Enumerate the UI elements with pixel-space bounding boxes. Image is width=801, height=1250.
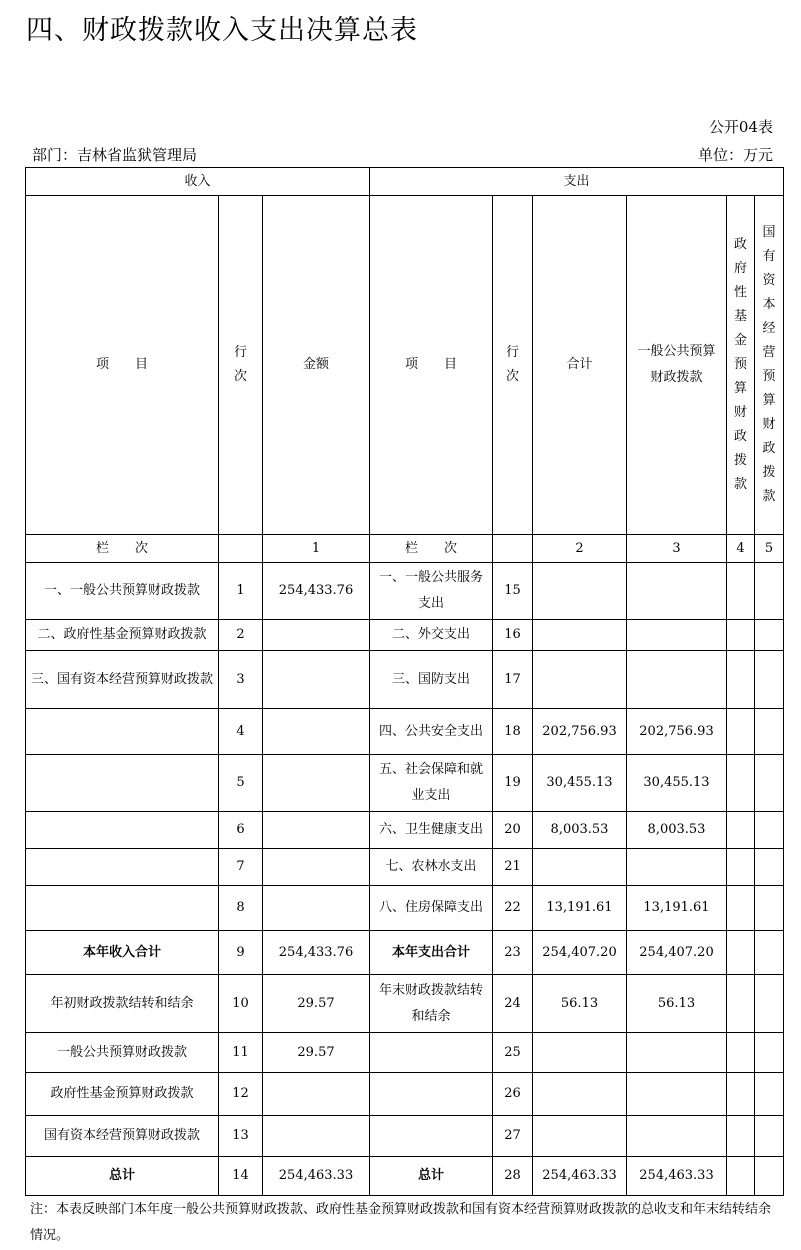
income-item-cell: 本年收入合计	[26, 931, 219, 975]
expense-gov-fund-cell	[727, 755, 755, 812]
expense-item-cell: 三、国防支出	[370, 651, 493, 709]
income-group-header: 收入	[26, 168, 370, 196]
expense-gov-fund-cell	[727, 975, 755, 1033]
expense-general-cell	[627, 1116, 727, 1157]
expense-general-cell	[627, 651, 727, 709]
table-row	[26, 651, 784, 709]
income-line-cell: 2	[219, 620, 263, 651]
expense-total-cell	[533, 620, 627, 651]
income-amount-cell	[263, 849, 370, 886]
table-row	[26, 849, 784, 886]
expense-item-cell	[370, 1116, 493, 1157]
expense-state-capital-cell	[755, 812, 784, 849]
income-item-cell	[26, 709, 219, 755]
expense-state-capital-cell	[755, 563, 784, 620]
expense-total-cell: 202,756.93	[533, 709, 627, 755]
expense-line-cell: 18	[493, 709, 533, 755]
expense-line-cell: 20	[493, 812, 533, 849]
income-line-cell: 10	[219, 975, 263, 1033]
expense-state-capital-cell	[755, 1073, 784, 1116]
expense-line-cell: 23	[493, 931, 533, 975]
table-row	[26, 1033, 784, 1073]
income-item-cell: 一、一般公共预算财政拨款	[26, 563, 219, 620]
expense-line-cell: 17	[493, 651, 533, 709]
expense-general-cell: 30,455.13	[627, 755, 727, 812]
expense-general-cell: 254,463.33	[627, 1157, 727, 1196]
expense-line-cell: 25	[493, 1033, 533, 1073]
expense-general-cell	[627, 620, 727, 651]
expense-item-cell	[370, 1073, 493, 1116]
expense-state-capital-cell	[755, 1116, 784, 1157]
expense-item-cell: 五、社会保障和就业支出	[370, 755, 493, 812]
table-row	[26, 1157, 784, 1196]
expense-line-cell: 22	[493, 886, 533, 931]
expense-general-cell: 254,407.20	[627, 931, 727, 975]
expense-general-cell	[627, 563, 727, 620]
expense-state-capital-cell	[755, 886, 784, 931]
lanci-idx: 1	[263, 535, 370, 563]
budget-table	[25, 167, 784, 1196]
expense-group-header: 支出	[370, 168, 784, 196]
income-line-cell: 7	[219, 849, 263, 886]
expense-item-cell: 二、外交支出	[370, 620, 493, 651]
expense-item-cell: 八、住房保障支出	[370, 886, 493, 931]
expense-item-cell: 六、卫生健康支出	[370, 812, 493, 849]
expense-item-cell: 年末财政拨款结转和结余	[370, 975, 493, 1033]
expense-general-cell: 202,756.93	[627, 709, 727, 755]
expense-total-cell	[533, 1033, 627, 1073]
expense-total-cell	[533, 651, 627, 709]
lanci-idx: 2	[533, 535, 627, 563]
table-row	[26, 1073, 784, 1116]
page-title: 四、财政拨款收入支出决算总表	[26, 15, 418, 46]
expense-general-cell	[627, 849, 727, 886]
col-expense-state-capital: 国有资本经营预算财政拨款	[755, 196, 784, 535]
income-item-cell	[26, 886, 219, 931]
income-item-cell: 国有资本经营预算财政拨款	[26, 1116, 219, 1157]
expense-gov-fund-cell	[727, 709, 755, 755]
expense-state-capital-cell	[755, 1157, 784, 1196]
expense-state-capital-cell	[755, 651, 784, 709]
col-expense-general: 一般公共预算财政拨款	[627, 196, 727, 535]
expense-gov-fund-cell	[727, 849, 755, 886]
expense-gov-fund-cell	[727, 651, 755, 709]
lanci-blank	[493, 535, 533, 563]
income-amount-cell: 254,433.76	[263, 931, 370, 975]
income-line-cell: 14	[219, 1157, 263, 1196]
expense-line-cell: 21	[493, 849, 533, 886]
income-line-cell: 6	[219, 812, 263, 849]
income-amount-cell	[263, 620, 370, 651]
expense-line-cell: 27	[493, 1116, 533, 1157]
expense-item-cell: 七、农林水支出	[370, 849, 493, 886]
lanci-idx: 3	[627, 535, 727, 563]
table-row	[26, 563, 784, 620]
expense-general-cell: 8,003.53	[627, 812, 727, 849]
income-line-cell: 13	[219, 1116, 263, 1157]
income-item-cell: 政府性基金预算财政拨款	[26, 1073, 219, 1116]
expense-gov-fund-cell	[727, 563, 755, 620]
lanci-expense: 栏 次	[370, 535, 493, 563]
table-row	[26, 975, 784, 1033]
expense-state-capital-cell	[755, 1033, 784, 1073]
expense-line-cell: 28	[493, 1157, 533, 1196]
income-item-cell: 二、政府性基金预算财政拨款	[26, 620, 219, 651]
income-item-cell: 三、国有资本经营预算财政拨款	[26, 651, 219, 709]
col-expense-gov-fund: 政府性基金预算财政拨款	[727, 196, 755, 535]
income-item-cell: 总计	[26, 1157, 219, 1196]
expense-state-capital-cell	[755, 620, 784, 651]
expense-general-cell	[627, 1073, 727, 1116]
lanci-blank	[219, 535, 263, 563]
income-item-cell: 年初财政拨款结转和结余	[26, 975, 219, 1033]
expense-general-cell	[627, 1033, 727, 1073]
income-amount-cell	[263, 1073, 370, 1116]
table-row	[26, 620, 784, 651]
col-income-item: 项 目	[26, 196, 219, 535]
income-amount-cell: 254,463.33	[263, 1157, 370, 1196]
expense-gov-fund-cell	[727, 1157, 755, 1196]
expense-state-capital-cell	[755, 709, 784, 755]
income-amount-cell: 29.57	[263, 975, 370, 1033]
expense-total-cell: 13,191.61	[533, 886, 627, 931]
expense-gov-fund-cell	[727, 931, 755, 975]
table-row	[26, 931, 784, 975]
income-item-cell	[26, 849, 219, 886]
expense-state-capital-cell	[755, 849, 784, 886]
income-amount-cell	[263, 651, 370, 709]
table-row	[26, 755, 784, 812]
income-amount-cell	[263, 755, 370, 812]
expense-total-cell	[533, 1073, 627, 1116]
expense-total-cell: 254,463.33	[533, 1157, 627, 1196]
table-row	[26, 812, 784, 849]
expense-state-capital-cell	[755, 755, 784, 812]
income-amount-cell	[263, 709, 370, 755]
income-line-cell: 3	[219, 651, 263, 709]
income-line-cell: 8	[219, 886, 263, 931]
expense-total-cell: 8,003.53	[533, 812, 627, 849]
income-line-cell: 11	[219, 1033, 263, 1073]
department-label: 部门：吉林省监狱管理局	[32, 146, 198, 164]
expense-total-cell	[533, 849, 627, 886]
col-expense-total: 合计	[533, 196, 627, 535]
expense-total-cell	[533, 563, 627, 620]
col-expense-line: 行 次	[493, 196, 533, 535]
income-item-cell	[26, 812, 219, 849]
table-row	[26, 709, 784, 755]
unit-label: 单位：万元	[697, 146, 773, 164]
expense-state-capital-cell	[755, 975, 784, 1033]
expense-gov-fund-cell	[727, 886, 755, 931]
table-row	[26, 1116, 784, 1157]
lanci-idx: 4	[727, 535, 755, 563]
income-amount-cell: 254,433.76	[263, 563, 370, 620]
expense-total-cell: 30,455.13	[533, 755, 627, 812]
income-item-cell	[26, 755, 219, 812]
income-amount-cell	[263, 886, 370, 931]
income-line-cell: 12	[219, 1073, 263, 1116]
expense-gov-fund-cell	[727, 1033, 755, 1073]
expense-total-cell	[533, 1116, 627, 1157]
income-line-cell: 4	[219, 709, 263, 755]
expense-general-cell: 56.13	[627, 975, 727, 1033]
expense-gov-fund-cell	[727, 1116, 755, 1157]
expense-line-cell: 16	[493, 620, 533, 651]
income-amount-cell	[263, 812, 370, 849]
expense-item-cell: 总计	[370, 1157, 493, 1196]
expense-line-cell: 19	[493, 755, 533, 812]
table-body	[26, 563, 784, 1196]
income-line-cell: 5	[219, 755, 263, 812]
footnote: 注：本表反映部门本年度一般公共预算财政拨款、政府性基金预算财政拨款和国有资本经营预算财政拨款的总收支和年末结转结余情况。	[30, 1202, 772, 1243]
expense-item-cell: 四、公共安全支出	[370, 709, 493, 755]
expense-state-capital-cell	[755, 931, 784, 975]
col-expense-item: 项 目	[370, 196, 493, 535]
expense-item-cell: 本年支出合计	[370, 931, 493, 975]
income-amount-cell: 29.57	[263, 1033, 370, 1073]
form-code: 公开04表	[708, 118, 773, 136]
col-income-amount: 金额	[263, 196, 370, 535]
expense-total-cell: 56.13	[533, 975, 627, 1033]
income-item-cell: 一般公共预算财政拨款	[26, 1033, 219, 1073]
expense-gov-fund-cell	[727, 620, 755, 651]
expense-item-cell: 一、一般公共服务支出	[370, 563, 493, 620]
expense-line-cell: 24	[493, 975, 533, 1033]
expense-general-cell: 13,191.61	[627, 886, 727, 931]
income-line-cell: 9	[219, 931, 263, 975]
expense-line-cell: 15	[493, 563, 533, 620]
lanci-idx: 5	[755, 535, 784, 563]
expense-total-cell: 254,407.20	[533, 931, 627, 975]
expense-gov-fund-cell	[727, 1073, 755, 1116]
expense-line-cell: 26	[493, 1073, 533, 1116]
table-row	[26, 886, 784, 931]
lanci-income: 栏 次	[26, 535, 219, 563]
expense-gov-fund-cell	[727, 812, 755, 849]
col-income-line: 行 次	[219, 196, 263, 535]
income-amount-cell	[263, 1116, 370, 1157]
expense-item-cell	[370, 1033, 493, 1073]
income-line-cell: 1	[219, 563, 263, 620]
